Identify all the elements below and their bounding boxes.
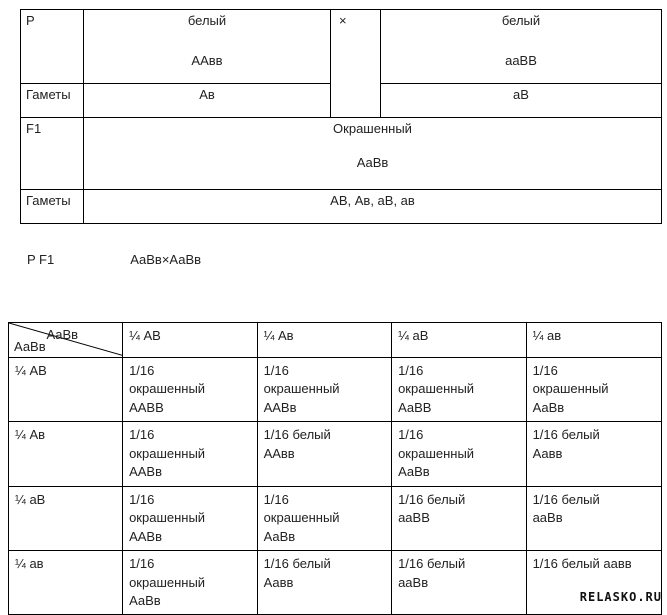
- cell-line: ААвв: [263, 445, 295, 461]
- row-header: ¼ аВ: [9, 486, 123, 550]
- cell-line: 1/16 белый: [263, 556, 331, 572]
- pf1-line: [27, 252, 201, 267]
- cell-line: АаВв: [263, 528, 296, 544]
- cell-line: окрашенный: [398, 445, 475, 461]
- col-header: ¼ АВ: [123, 323, 258, 358]
- punnett-row: [9, 358, 662, 422]
- cell-line: 1/16: [532, 363, 558, 378]
- cross-table: [20, 9, 662, 224]
- cell-line: Аавв: [263, 574, 294, 590]
- cell-line: АаВВ: [398, 399, 432, 415]
- cell-line: ААВВ: [129, 399, 164, 415]
- cell-line: 1/16: [129, 427, 155, 443]
- cell-line: окрашенный: [129, 381, 206, 397]
- punnett-cell: [123, 551, 258, 615]
- cell-line: АаВв: [532, 399, 565, 415]
- f1-phenotype: Окрашенный: [333, 121, 412, 136]
- punnett-cell: [257, 551, 392, 615]
- corner-top-genotype: АаВв: [46, 327, 79, 342]
- p-label: P: [21, 10, 84, 84]
- cell-line: окрашенный: [263, 381, 340, 397]
- punnett-cell: [257, 422, 392, 486]
- col-header: ¼ Ав: [257, 323, 392, 358]
- cell-line: ААВв: [129, 464, 162, 480]
- punnett-cell: [392, 422, 527, 486]
- col-header: ¼ ав: [526, 323, 661, 358]
- punnett-cell: [123, 422, 258, 486]
- punnett-cell: [123, 486, 258, 550]
- punnett-cell: [526, 551, 661, 615]
- f1-gametes-label: Гаметы: [21, 190, 84, 224]
- cell-line: 1/16 белый аавв: [532, 556, 632, 572]
- punnett-row: [9, 486, 662, 550]
- watermark: RELASKO.RU: [579, 590, 662, 604]
- row-header: ¼ Ав: [9, 422, 123, 486]
- pf1-label: P F1: [27, 252, 55, 267]
- f1-genotype: АаВв: [356, 155, 389, 171]
- parent1-phenotype: белый: [187, 13, 227, 28]
- cell-line: ааВв: [398, 574, 429, 590]
- punnett-cell: [526, 358, 661, 422]
- cell-line: 1/16 белый: [398, 491, 466, 507]
- cell-line: 1/16: [398, 427, 424, 443]
- cell-line: окрашенный: [129, 510, 206, 526]
- cell-line: АаВв: [129, 592, 161, 608]
- cell-line: 1/16: [398, 363, 424, 378]
- punnett-cell: [392, 486, 527, 550]
- parent2-genotype: ааВВ: [505, 53, 537, 69]
- cell-line: окрашенный: [129, 445, 206, 461]
- cell-line: 1/16: [129, 491, 155, 507]
- punnett-cell: [392, 358, 527, 422]
- gametes-label: Гаметы: [21, 84, 84, 118]
- row-header: ¼ АВ: [9, 358, 123, 422]
- parent2-phenotype: белый: [501, 13, 541, 28]
- punnett-row: [9, 422, 662, 486]
- punnett-square: [8, 322, 662, 615]
- pf1-cross: АаВв×АаВв: [130, 252, 202, 267]
- cell-line: 1/16: [263, 491, 289, 507]
- col-header: ¼ аВ: [392, 323, 527, 358]
- parent1-cell: [84, 10, 331, 84]
- cell-line: 1/16 белый: [398, 556, 466, 572]
- row-header: ¼ ав: [9, 551, 123, 615]
- punnett-cell: [526, 422, 661, 486]
- punnett-cell: [257, 486, 392, 550]
- corner-bottom-genotype: АаВв: [14, 338, 46, 354]
- cell-line: АаВв: [398, 464, 430, 480]
- cell-line: окрашенный: [263, 510, 340, 526]
- cell-line: ааВВ: [398, 510, 430, 526]
- cell-line: окрашенный: [129, 574, 206, 590]
- cell-line: 1/16 белый: [532, 491, 600, 507]
- cell-line: ААВв: [129, 528, 162, 544]
- cell-line: 1/16 белый: [532, 427, 600, 443]
- cell-line: окрашенный: [398, 381, 475, 397]
- cell-line: окрашенный: [532, 381, 609, 397]
- parent1-gamete: Ав: [84, 84, 331, 118]
- parent2-cell: [381, 10, 662, 84]
- f1-gametes: АВ, Ав, аВ, ав: [84, 190, 662, 224]
- cell-line: Аавв: [532, 445, 563, 461]
- punnett-header-row: [9, 323, 662, 358]
- f1-label: F1: [21, 118, 84, 190]
- cell-line: ААВв: [263, 399, 297, 415]
- cell-line: 1/16 белый: [263, 427, 331, 443]
- parent2-gamete: аВ: [381, 84, 662, 118]
- punnett-row: [9, 551, 662, 615]
- cell-line: 1/16: [263, 363, 289, 378]
- punnett-cell: [526, 486, 661, 550]
- punnett-corner: [9, 323, 123, 358]
- punnett-cell: [257, 358, 392, 422]
- f1-cell: [84, 118, 662, 190]
- punnett-cell: [123, 358, 258, 422]
- parent1-genotype: ААвв: [191, 53, 223, 69]
- cross-sign: ×: [331, 10, 381, 118]
- cell-line: 1/16: [129, 556, 155, 572]
- cell-line: ааВв: [532, 510, 563, 526]
- punnett-cell: [392, 551, 527, 615]
- cell-line: 1/16: [129, 363, 155, 378]
